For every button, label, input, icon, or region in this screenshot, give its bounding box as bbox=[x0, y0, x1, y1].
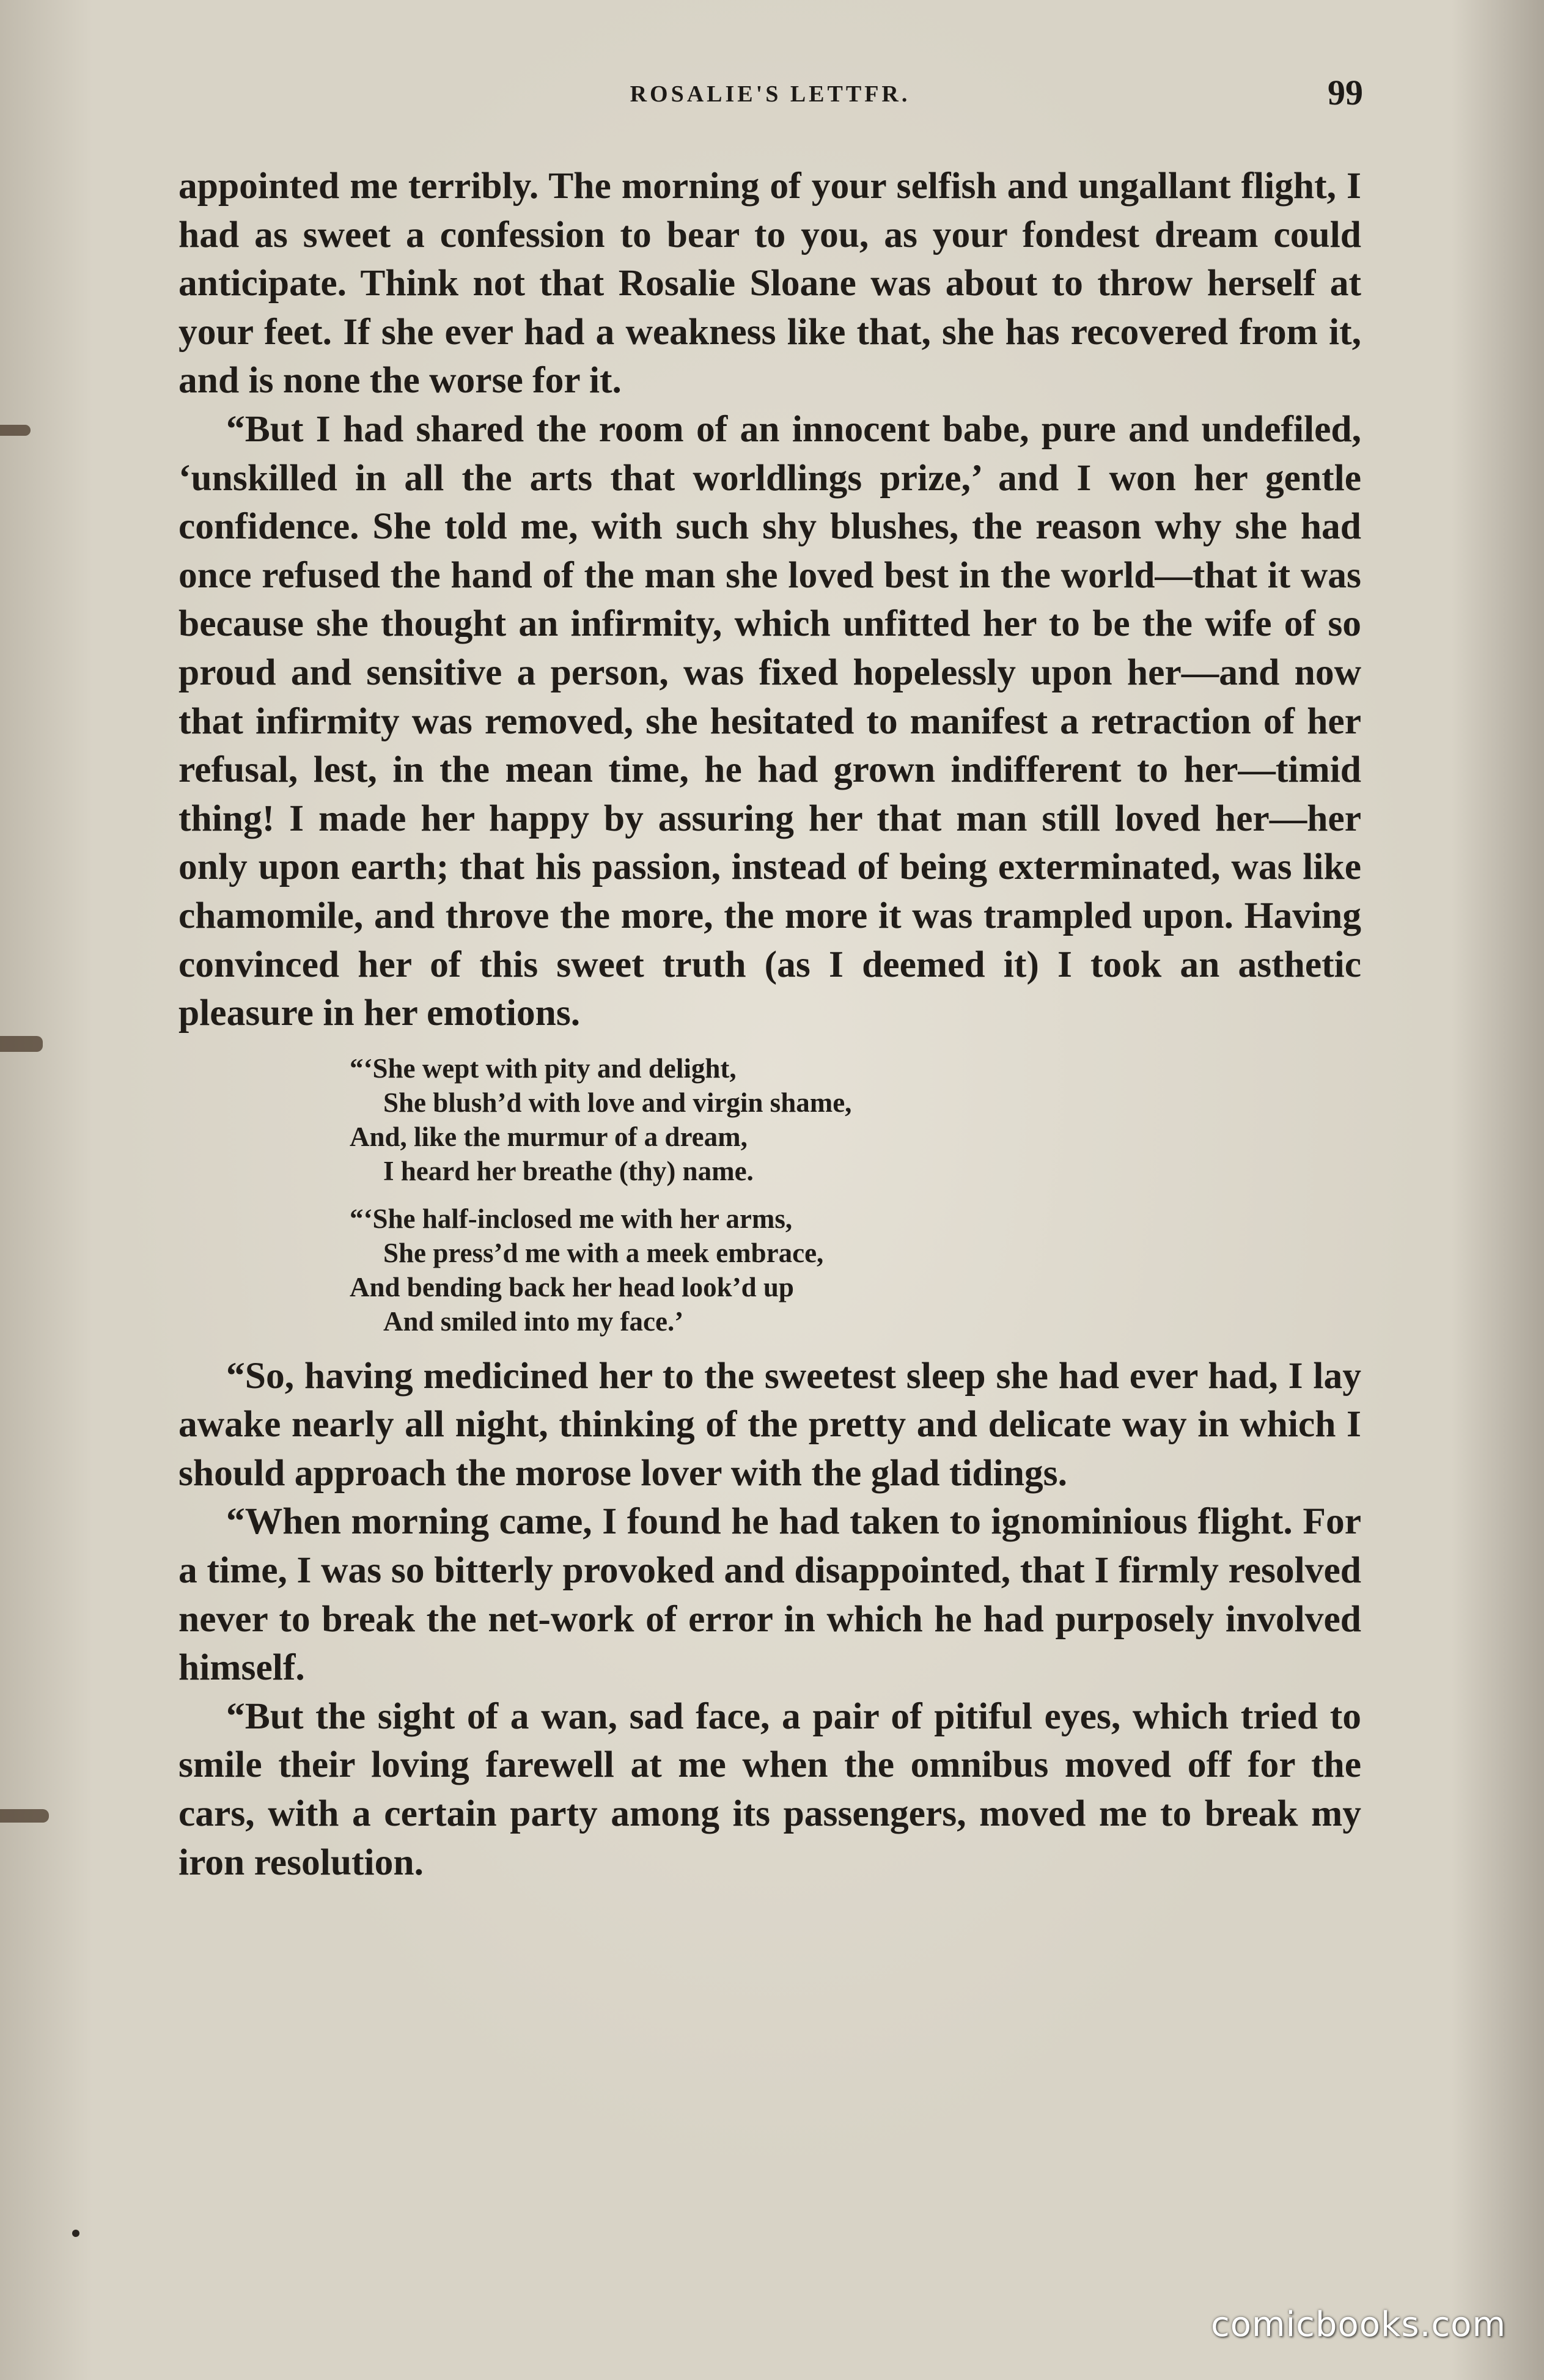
ink-speck bbox=[72, 2230, 79, 2237]
verse-stanza bbox=[350, 1202, 1361, 1339]
verse-line: She press’d me with a meek embrace, bbox=[383, 1237, 824, 1268]
page-number: 99 bbox=[1328, 73, 1363, 112]
verse-line: And bending back her head look’d up bbox=[350, 1271, 794, 1302]
verse-line: I heard her breathe (thy) name. bbox=[383, 1155, 754, 1186]
page-edge-tear bbox=[0, 1036, 43, 1052]
body-text bbox=[178, 162, 1361, 1887]
verse-line: “‘She wept with pity and delight, bbox=[350, 1052, 737, 1084]
running-title: ROSALIE'S LETTFR. bbox=[630, 81, 911, 107]
site-watermark: comicbooks.com bbox=[1210, 2305, 1506, 2345]
paragraph: appointed me terribly. The morning of your selfish and ungallant flight, I had as sweet a confession to bear to you, as your fondest dream could anticipate. Think not that Rosalie Sloane was about to throw herself at your feet. If she ever had a weakness like that, she has recovered from it, and is none the worse for it. bbox=[178, 165, 1361, 402]
verse-line: She blush’d with love and virgin shame, bbox=[383, 1087, 852, 1118]
verse-stanza bbox=[350, 1051, 1361, 1188]
page-edge-tear bbox=[0, 1809, 49, 1823]
paragraph: “But the sight of a wan, sad face, a pair of pitiful eyes, which tried to smile their loving farewell at me when the omnibus moved off for the cars, with a certain party among its passengers, moved me to break my iron resolution. bbox=[178, 1695, 1361, 1883]
paragraph: “When morning came, I found he had taken to ignominious flight. For a time, I was so bitterly provoked and disappointed, that I firmly resolved never to break the net-work of error in which he had purposely involved himself. bbox=[178, 1500, 1361, 1689]
paragraph: “But I had shared the room of an innocent babe, pure and undefiled, ‘unskilled in all the arts that worldlings prize,’ and I won her gentle confidence. She told me, with such shy blushes, the reason why she had once refused the hand of the man she loved best in the world—that it was because she thought an infirmity, which unfitted her to be the wife of so proud and sensitive a person, was fixed hopelessly upon her—and now that infirmity was removed, she hesitated to manifest a retraction of her refusal, lest, in the mean time, he had grown indifferent to her—timid thing! I made her happy by assuring her that man still loved her—her only upon earth; that his passion, instead of being exterminated, was like chamomile, and throve the more, the more it was trampled upon. Having convinced her of this sweet truth (as I deemed it) I took an asthetic pleasure in her emotions. bbox=[178, 408, 1361, 1034]
verse-line: And smiled into my face.’ bbox=[383, 1306, 684, 1337]
paragraph: “So, having medicined her to the sweetest sleep she had ever had, I lay awake nearly all night, thinking of the pretty and delicate way in which I should approach the morose lover with the glad tidings. bbox=[178, 1354, 1361, 1494]
page-edge-tear bbox=[0, 425, 31, 436]
verse-quotation bbox=[350, 1051, 1361, 1339]
running-head bbox=[177, 72, 1363, 121]
verse-line: And, like the murmur of a dream, bbox=[350, 1121, 748, 1152]
verse-line: “‘She half-inclosed me with her arms, bbox=[350, 1203, 793, 1234]
